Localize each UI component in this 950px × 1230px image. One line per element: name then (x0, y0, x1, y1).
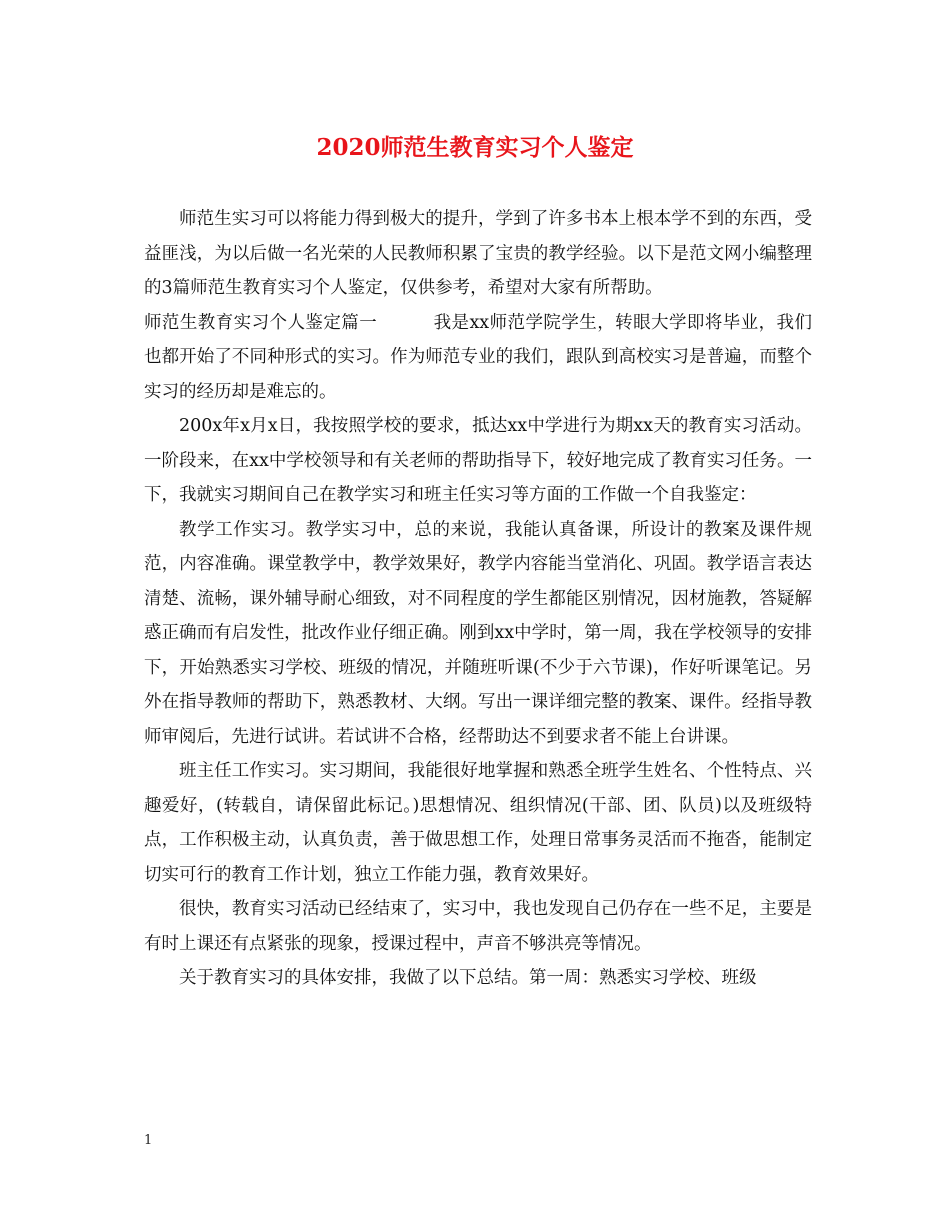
section-text: 我是xx师范学院学生，转眼大学即将毕业，我们也都开始了不同种形式的实习。作为师范专业的我们，跟队到高校实习是普遍，而整个实习的经历却是难忘的。 (144, 312, 812, 402)
section-label: 师范生教育实习个人鉴定篇一 (144, 312, 378, 333)
paragraph-3: 班主任工作实习。实习期间，我能很好地掌握和熟悉全班学生姓名、个性特点、兴趣爱好，(转载自，请保留此标记。)思想情况、组织情况(干部、团、队员)以及班级特点，工作积极主动，认真负责，善于做思想工作，处理日常事务灵活而不拖沓，能制定切实可行的教育工作计划，独立工作能力强，教育效果好。 (144, 761, 812, 885)
paragraph-1: 200x年x月x日，我按照学校的要求，抵达xx中学进行为期xx天的教育实习活动。一阶段来，在xx中学校领导和有关老师的帮助指导下，较好地完成了教育实习任务。一下，我就实习期间自己在教学实习和班主任实习等方面的工作做一个自我鉴定： (144, 416, 812, 505)
page-number: 1 (144, 1133, 153, 1148)
intro-text: 师范生实习可以将能力得到极大的提升，学到了许多书本上根本学不到的东西，受益匪浅，为以后做一名光荣的人民教师积累了宝贵的教学经验。以下是范文网小编整理的3篇师范生教育实习个人鉴定，仅供参考，希望对大家有所帮助。 (144, 209, 812, 298)
paragraph-5: 关于教育实习的具体安排，我做了以下总结。第一周：熟悉实习学校、班级 (179, 968, 757, 988)
document-body (144, 202, 812, 996)
intro-paragraph (144, 202, 812, 409)
paragraph-4: 很快，教育实习活动已经结束了，实习中，我也发现自己仍存在一些不足，主要是有时上课还有点紧张的现象，授课过程中，声音不够洪亮等情况。 (144, 899, 812, 954)
paragraph-2: 教学工作实习。教学实习中，总的来说，我能认真备课，所设计的教案及课件规范，内容准确。课堂教学中，教学效果好，教学内容能当堂消化、巩固。教学语言表达清楚、流畅，课外辅导耐心细致，对不同程度的学生都能区别情况，因材施教，答疑解惑正确而有启发性，批改作业仔细正确。刚到xx中学时，第一周，我在学校领导的安排下，开始熟悉实习学校、班级的情况，并随班听课(不少于六节课)，作好听课笔记。另外在指导教师的帮助下，熟悉教材、大纲。写出一课详细完整的教案、课件。经指导教师审阅后，先进行试讲。若试讲不合格，经帮助达不到要求者不能上台讲课。 (144, 519, 812, 747)
document-title: 2020师范生教育实习个人鉴定 (316, 134, 634, 161)
